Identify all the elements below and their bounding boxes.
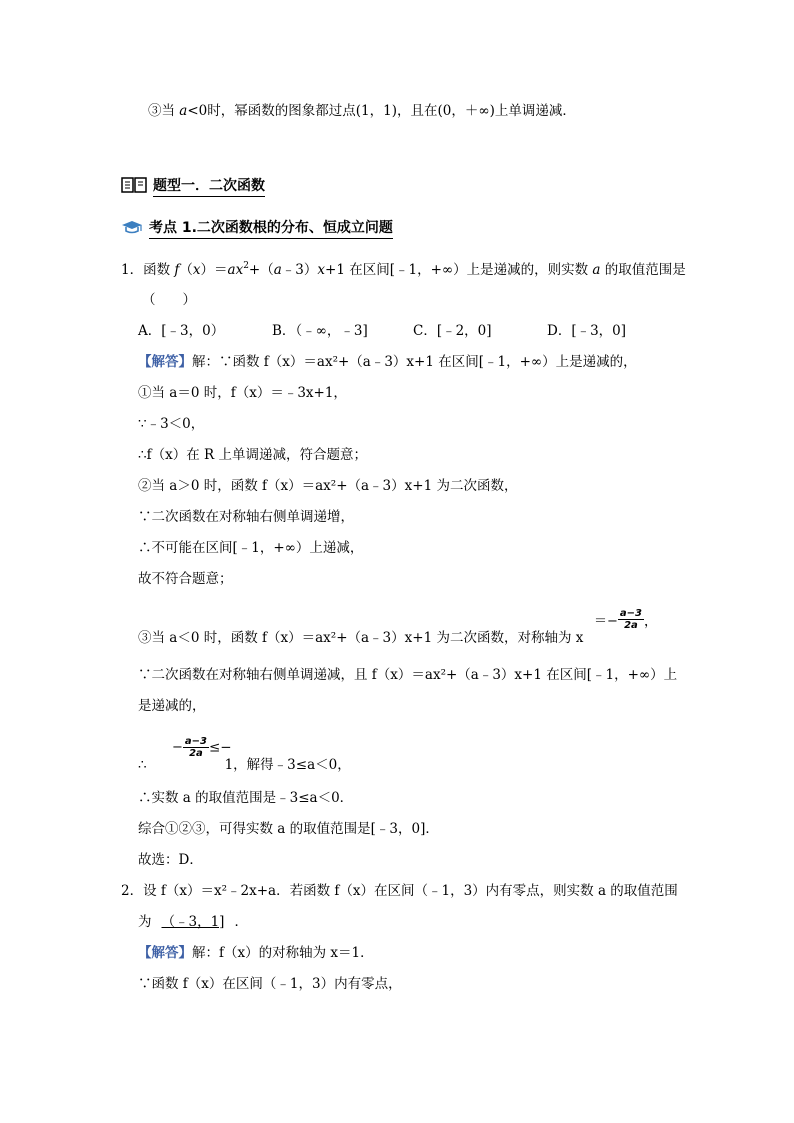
option-d[interactable]: D．[﹣3，0] bbox=[547, 323, 627, 339]
answer-blank: （﹣3，1] bbox=[161, 914, 225, 930]
q1-paren: （ ） bbox=[142, 292, 196, 308]
q1-solution-l7: ∴不可能在区间[﹣1，+∞）上递减， bbox=[138, 540, 364, 556]
q2-solution-l1: 【解答】解：f（x）的对称轴为 x＝1． bbox=[138, 945, 374, 961]
section-heading bbox=[121, 175, 265, 198]
q1-solution-l3: ∵﹣3＜0， bbox=[138, 416, 205, 432]
option-c[interactable]: C．[﹣2，0] bbox=[413, 323, 492, 339]
inequality-fraction: − $\frac{a-3}{2a}$ ≤− bbox=[172, 736, 232, 759]
q1-solution-l2: ①当 a＝0 时，f（x）＝﹣3x+1， bbox=[138, 385, 347, 401]
q2-solution-l2: ∵函数 f（x）在区间（﹣1，3）内有零点， bbox=[138, 976, 402, 992]
graduation-cap-icon bbox=[121, 219, 143, 239]
fraction: $\frac{a-3}{2a}$ bbox=[619, 608, 642, 631]
symmetry-axis-formula: ＝− $\frac{a-3}{2a}$ ， bbox=[594, 608, 658, 631]
q2-stem-2: 为 （﹣3，1] ． bbox=[138, 914, 248, 930]
q2-stem: 2．设 f（x）＝x²﹣2x+a．若函数 f（x）在区间（﹣1，3）内有零点，则实数 a 的取值范围 bbox=[121, 883, 678, 899]
q1-solution-l14: 综合①②③，可得实数 a 的取值范围是[﹣3，0]． bbox=[138, 821, 439, 837]
section-title: 题型一．二次函数 bbox=[153, 178, 265, 197]
q1-solution-l4: ∴f（x）在 R 上单调递减，符合题意； bbox=[138, 447, 367, 463]
q1-solution-l11: 是递减的， bbox=[138, 698, 206, 714]
q1-options bbox=[138, 319, 626, 339]
point-heading bbox=[121, 217, 393, 239]
q1-solution-l10: ∵二次函数在对称轴右侧单调递减，且 f（x）＝ax²+（a﹣3）x+1 在区间[﹣1，+∞）上 bbox=[138, 667, 678, 683]
answer-tag: 【解答】 bbox=[138, 354, 192, 370]
q1-solution-l15: 故选：D． bbox=[138, 852, 203, 868]
fraction: $\frac{a-3}{2a}$ bbox=[184, 736, 207, 759]
answer-tag: 【解答】 bbox=[138, 945, 192, 961]
q1-solution-l6: ∵二次函数在对称轴右侧单调递增， bbox=[138, 509, 354, 525]
q1-solution-l12: ∴ 1，解得﹣3≤a＜0， bbox=[138, 757, 351, 773]
book-icon bbox=[121, 176, 147, 198]
option-b[interactable]: B．（﹣∞，﹣3] bbox=[272, 323, 368, 339]
q1-solution-l5: ②当 a＞0 时，函数 f（x）＝ax²+（a﹣3）x+1 为二次函数， bbox=[138, 478, 518, 494]
intro-line: ③当 a<0时，幂函数的图象都过点(1，1)，且在(0，＋∞)上单调递减． bbox=[148, 103, 576, 119]
q1-solution-l13: ∴实数 a 的取值范围是﹣3≤a＜0． bbox=[138, 790, 354, 806]
option-a[interactable]: A．[﹣3，0） bbox=[138, 323, 225, 339]
q1-solution-l8: 故不符合题意； bbox=[138, 571, 233, 587]
q1-stem: 1．函数 $f(x)=ax^2+(a﹣3)x+1$ 在区间[﹣1，+∞）上是递减的，则实数 a 的取值范围是 bbox=[121, 261, 686, 278]
q1-solution-l9: ③当 a＜0 时，函数 f（x）＝ax²+（a﹣3）x+1 为二次函数，对称轴为 x bbox=[138, 630, 584, 646]
q1-solution-l1: 【解答】解：∵函数 f（x）＝ax²+（a﹣3）x+1 在区间[﹣1，+∞）上是递减的， bbox=[138, 354, 637, 370]
point-title: 考点 1.二次函数根的分布、恒成立问题 bbox=[149, 220, 393, 239]
